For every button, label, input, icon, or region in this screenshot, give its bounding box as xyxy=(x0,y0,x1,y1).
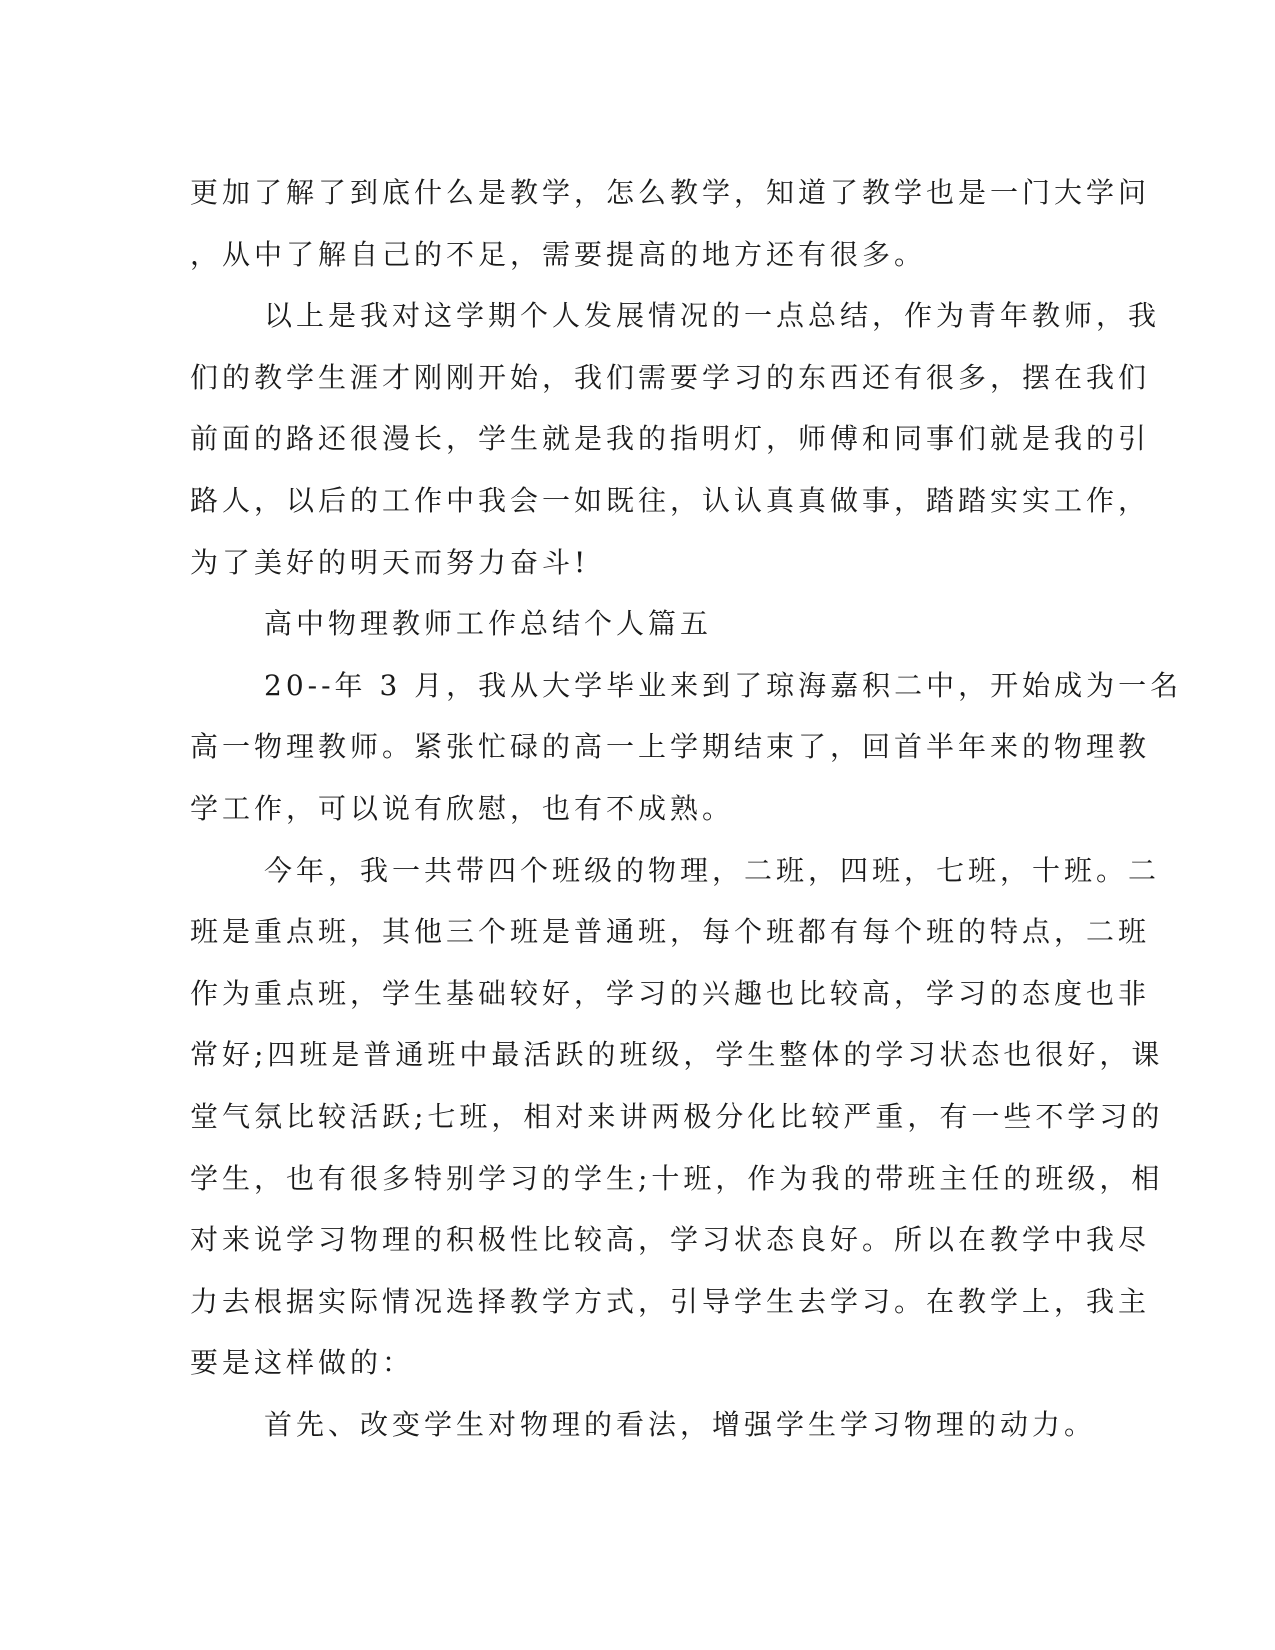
text-line: 们的教学生涯才刚刚开始，我们需要学习的东西还有很多，摆在我们 xyxy=(190,360,1151,394)
text-line: 前面的路还很漫长，学生就是我的指明灯，师傅和同事们就是我的引 xyxy=(190,422,1151,456)
text-line: 路人，以后的工作中我会一如既往，认认真真做事，踏踏实实工作， xyxy=(190,483,1151,517)
text-line: 班是重点班，其他三个班是普通班，每个班都有每个班的特点，二班 xyxy=(190,915,1151,949)
text-line: 学生，也有很多特别学习的学生;十班，作为我的带班主任的班级，相 xyxy=(190,1161,1164,1195)
text-line: 作为重点班，学生基础较好，学习的兴趣也比较高，学习的态度也非 xyxy=(190,976,1151,1010)
text-line: ，从中了解自己的不足，需要提高的地方还有很多。 xyxy=(190,237,927,271)
text-line: 以上是我对这学期个人发展情况的一点总结，作为青年教师，我 xyxy=(264,299,1161,333)
text-line: 高一物理教师。紧张忙碌的高一上学期结束了，回首半年来的物理教 xyxy=(190,730,1151,764)
text-line: 学工作，可以说有欣慰，也有不成熟。 xyxy=(190,791,735,825)
text-line: 为了美好的明天而努力奋斗! xyxy=(190,545,590,579)
text-line: 常好;四班是普通班中最活跃的班级，学生整体的学习状态也很好，课 xyxy=(190,1038,1164,1072)
body-text xyxy=(190,162,1183,1455)
text-line: 堂气氛比较活跃;七班，相对来讲两极分化比较严重，有一些不学习的 xyxy=(190,1099,1164,1133)
text-line: 要是这样做的： xyxy=(190,1346,415,1380)
text-line: 力去根据实际情况选择教学方式，引导学生去学习。在教学上，我主 xyxy=(190,1284,1151,1318)
text-line: 今年，我一共带四个班级的物理，二班，四班，七班，十班。二 xyxy=(264,853,1161,887)
text-line: 20--年 3 月，我从大学毕业来到了琼海嘉积二中，开始成为一名 xyxy=(264,668,1183,702)
text-line: 更加了解了到底什么是教学，怎么教学，知道了教学也是一门大学问 xyxy=(190,176,1151,209)
section-heading: 高中物理教师工作总结个人篇五 xyxy=(264,607,713,641)
text-line: 首先、改变学生对物理的看法，增强学生学习物理的动力。 xyxy=(264,1407,1097,1441)
text-line: 对来说学习物理的积极性比较高，学习状态良好。所以在教学中我尽 xyxy=(190,1223,1151,1257)
